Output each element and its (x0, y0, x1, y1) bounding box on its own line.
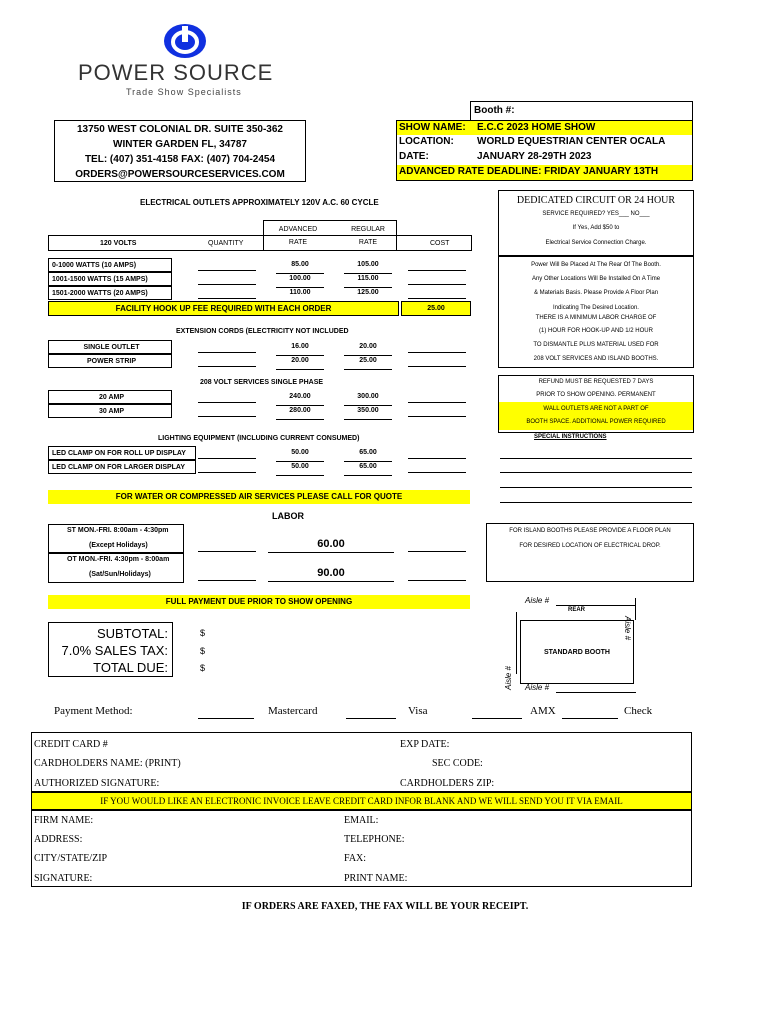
extension-title: EXTENSION CORDS (ELECTRICITY NOT INCLUDED (176, 328, 349, 335)
sec-code-field[interactable]: SEC CODE: (432, 758, 483, 769)
power-line-4: Indicating The Desired Location. (553, 305, 639, 311)
address-line-4: ORDERS@POWERSOURCESERVICES.COM (75, 169, 285, 180)
electrical-title: ELECTRICAL OUTLETS APPROXIMATELY 120V A.C. 60 CYCLE (140, 198, 379, 207)
cost-input-15a[interactable] (408, 284, 466, 285)
wall-line-1: WALL OUTLETS ARE NOT A PART OF (543, 406, 649, 412)
col-quantity: QUANTITY (208, 240, 244, 247)
deadline: ADVANCED RATE DEADLINE: FRIDAY JANUARY 13TH (399, 166, 659, 177)
labor-ot-label: OT MON.-FRI. 4:30pm - 8:00am (Sat/Sun/Holidays) (48, 553, 184, 583)
authorized-signature-field[interactable]: AUTHORIZED SIGNATURE: (34, 778, 160, 789)
labor-ot-cost-input[interactable] (408, 580, 466, 581)
labor-st-qty-input[interactable] (198, 551, 256, 552)
firm-name-field[interactable]: FIRM NAME: (34, 815, 94, 826)
aisle-left-label: Aisle # (504, 665, 513, 690)
adv-rate-20a: 110.00 (276, 289, 324, 296)
labor-ot-rate-line (268, 581, 394, 582)
cost-input-30-amp[interactable] (408, 416, 466, 417)
qty-input-10a[interactable] (198, 270, 256, 271)
date-label: DATE: (399, 151, 429, 162)
check-checkbox[interactable] (562, 718, 618, 719)
dedicated-line-1: SERVICE REQUIRED? YES___ NO___ (542, 211, 650, 217)
v208-title: 208 VOLT SERVICES SINGLE PHASE (200, 379, 324, 386)
subtotal-value[interactable]: $ (200, 628, 206, 638)
adv-rate-15a: 100.00 (276, 275, 324, 282)
qty-input-single-outlet[interactable] (198, 352, 256, 353)
print-name-field[interactable]: PRINT NAME: (344, 873, 408, 884)
cost-input-20-amp[interactable] (408, 402, 466, 403)
row-20-amp: 20 AMP (48, 390, 172, 404)
check-label: Check (624, 705, 653, 717)
adv-rate-single-outlet: 16.00 (276, 343, 324, 350)
logo-tagline: Trade Show Specialists (126, 87, 242, 97)
row-15-amps: 1001-1500 WATTS (15 AMPS) (48, 272, 172, 286)
reg-rate-15a: 115.00 (344, 275, 392, 282)
power-line-1: Power Will Be Placed At The Rear Of The Booth. (531, 262, 661, 268)
total-due-label: TOTAL DUE: (93, 660, 168, 675)
show-name: E.C.C 2023 HOME SHOW (477, 122, 596, 133)
mastercard-label: Mastercard (268, 705, 318, 717)
exp-date-field[interactable]: EXP DATE: (400, 739, 450, 750)
city-state-zip-field[interactable]: CITY/STATE/ZIP (34, 853, 108, 864)
qty-input-power-strip[interactable] (198, 366, 256, 367)
wall-line-2: BOOTH SPACE. ADDITIONAL POWER REQUIRED (526, 419, 666, 425)
telephone-field[interactable]: TELEPHONE: (344, 834, 405, 845)
qty-input-20-amp[interactable] (198, 402, 256, 403)
col-cost: COST (430, 240, 450, 247)
island-line-2: FOR DESIRED LOCATION OF ELECTRICAL DROP. (519, 543, 661, 549)
row-30-amp: 30 AMP (48, 404, 172, 418)
logo-brand: POWER SOURCE (78, 60, 274, 85)
address-line-3: TEL: (407) 351-4158 FAX: (407) 704-2454 (84, 154, 276, 165)
show-name-label: SHOW NAME: (399, 122, 466, 133)
logo (70, 20, 310, 100)
subtotal-label: SUBTOTAL: (96, 626, 168, 641)
hookup-fee-banner: FACILITY HOOK UP FEE REQUIRED WITH EACH ORDER (48, 301, 399, 316)
refund-line-2: PRIOR TO SHOW OPENING. PERMANENT (536, 392, 656, 398)
address-line-1: 13750 WEST COLONIAL DR. SUITE 350-362 (77, 124, 283, 135)
amx-label: AMX (530, 705, 556, 717)
dedicated-line-3: Electrical Service Connection Charge. (545, 240, 647, 246)
address-box (54, 120, 306, 182)
mastercard-checkbox[interactable] (198, 718, 254, 719)
reg-rate-power-strip: 25.00 (344, 357, 392, 364)
cost-input-10a[interactable] (408, 270, 466, 271)
dedicated-circuit-title: DEDICATED CIRCUIT OR 24 HOUR (516, 195, 676, 206)
reg-rate-led-roll-up: 65.00 (344, 449, 392, 456)
special-line-3[interactable] (500, 487, 692, 488)
adv-rate-20-amp: 240.00 (276, 393, 324, 400)
reg-rate-led-larger: 65.00 (344, 463, 392, 470)
power-placement-box (498, 256, 694, 368)
special-line-1[interactable] (500, 458, 692, 459)
row-single-outlet: SINGLE OUTLET (48, 340, 172, 354)
booth-number-label: Booth #: (474, 105, 515, 116)
cost-input-led-larger[interactable] (408, 472, 466, 473)
col-advanced: ADVANCED RATE (278, 226, 318, 246)
visa-checkbox[interactable] (346, 718, 396, 719)
aisle-right-label: Aisle # (623, 616, 632, 641)
date-value: JANUARY 28-29TH 2023 (477, 151, 592, 162)
col-volts: 120 VOLTS (100, 240, 137, 247)
labor-st-label: ST MON.-FRI. 8:00am - 4:30pm (Except Holidays) (48, 524, 184, 553)
special-line-2[interactable] (500, 472, 692, 473)
refund-line-1: REFUND MUST BE REQUESTED 7 DAYS (538, 379, 654, 385)
sales-tax-label: 7.0% SALES TAX: (61, 643, 168, 658)
aisle-bottom-label: Aisle # (525, 683, 550, 692)
power-line-5: THERE IS A MINIMUM LABOR CHARGE OF (535, 315, 657, 321)
cardholder-zip-field[interactable]: CARDHOLDERS ZIP: (400, 778, 495, 789)
totals-box (48, 622, 173, 677)
labor-ot-rate: 90.00 (317, 567, 345, 579)
qty-input-20a[interactable] (198, 298, 256, 299)
power-line-8: 208 VOLT SERVICES AND ISLAND BOOTHS. (533, 356, 659, 362)
adv-rate-10a: 85.00 (276, 261, 324, 268)
dedicated-line-2: If Yes, Add $50 to (572, 225, 620, 231)
power-line-6: (1) HOUR FOR HOOK-UP AND 1/2 HOUR (539, 328, 653, 334)
address-field[interactable]: ADDRESS: (34, 834, 83, 845)
cost-input-led-roll-up[interactable] (408, 458, 466, 459)
payment-due-banner: FULL PAYMENT DUE PRIOR TO SHOW OPENING (48, 595, 470, 609)
visa-label: Visa (408, 705, 428, 717)
cost-input-power-strip[interactable] (408, 366, 466, 367)
address-line-2: WINTER GARDEN FL, 34787 (113, 139, 247, 150)
total-value[interactable]: $ (200, 663, 206, 673)
labor-ot-qty-input[interactable] (198, 580, 256, 581)
labor-title: LABOR (272, 511, 304, 521)
cardholder-name-field[interactable]: CARDHOLDERS NAME: (PRINT) (34, 758, 181, 769)
row-power-strip: POWER STRIP (48, 354, 172, 368)
row-10-amps: 0-1000 WATTS (10 AMPS) (48, 258, 172, 272)
booth-number-box[interactable] (470, 101, 693, 121)
reg-rate-20-amp: 300.00 (344, 393, 392, 400)
qty-input-led-roll-up[interactable] (198, 458, 256, 459)
show-info-box (396, 120, 693, 181)
adv-rate-led-roll-up: 50.00 (276, 449, 324, 456)
water-air-banner: FOR WATER OR COMPRESSED AIR SERVICES PLEASE CALL FOR QUOTE (48, 490, 470, 504)
special-instructions-title: SPECIAL INSTRUCTIONS (534, 434, 607, 440)
adv-rate-power-strip: 20.00 (276, 357, 324, 364)
standard-booth: STANDARD BOOTH (520, 620, 634, 684)
fax-field[interactable]: FAX: (344, 853, 367, 864)
cost-input-20a[interactable] (408, 298, 466, 299)
col-regular: REGULAR RATE (351, 226, 385, 246)
email-field[interactable]: EMAIL: (344, 815, 379, 826)
labor-st-cost-input[interactable] (408, 551, 466, 552)
fax-receipt-footer: IF ORDERS ARE FAXED, THE FAX WILL BE YOUR RECEIPT. (241, 901, 529, 912)
reg-rate-10a: 105.00 (344, 261, 392, 268)
reg-rate-single-outlet: 20.00 (344, 343, 392, 350)
qty-input-30-amp[interactable] (198, 416, 256, 417)
tax-value[interactable]: $ (200, 646, 206, 656)
rear-label: REAR (568, 607, 586, 613)
aisle-top-label: Aisle # (525, 596, 550, 605)
signature-field[interactable]: SIGNATURE: (34, 873, 93, 884)
island-line-1: FOR ISLAND BOOTHS PLEASE PROVIDE A FLOOR PLAN (509, 528, 671, 534)
cost-input-single-outlet[interactable] (408, 352, 466, 353)
payment-method-label: Payment Method: (54, 705, 133, 717)
location-value: WORLD EQUESTRIAN CENTER OCALA (477, 136, 666, 147)
power-line-2: Any Other Locations Will Be Installed On A Time (531, 276, 661, 282)
lighting-title: LIGHTING EQUIPMENT (INCLUDING CURRENT CONSUMED) (158, 435, 360, 442)
hookup-fee-amount: 25.00 (401, 301, 471, 316)
power-line-7: TO DISMANTLE PLUS MATERIAL USED FOR (533, 342, 659, 348)
electronic-invoice-note: IF YOU WOULD LIKE AN ELECTRONIC INVOICE LEAVE CREDIT CARD INFOR BLANK AND WE WILL SEND YOU IT VIA EMAIL (31, 792, 692, 810)
special-line-4[interactable] (500, 502, 692, 503)
booth-diagram (500, 594, 660, 700)
amx-checkbox[interactable] (472, 718, 522, 719)
power-icon (162, 22, 208, 60)
reg-rate-20a: 125.00 (344, 289, 392, 296)
adv-rate-30-amp: 280.00 (276, 407, 324, 414)
power-line-3: & Materials Basis. Please Provide A Floor Plan (533, 290, 659, 296)
labor-st-rate: 60.00 (317, 538, 345, 550)
credit-card-number-field[interactable]: CREDIT CARD # (34, 739, 108, 750)
row-20-amps: 1501-2000 WATTS (20 AMPS) (48, 286, 172, 300)
reg-rate-30-amp: 350.00 (344, 407, 392, 414)
qty-input-15a[interactable] (198, 284, 256, 285)
adv-rate-led-larger: 50.00 (276, 463, 324, 470)
labor-st-rate-line (268, 552, 394, 553)
row-led-roll-up: LED CLAMP ON FOR ROLL UP DISPLAY (48, 446, 196, 460)
row-led-larger: LED CLAMP ON FOR LARGER DISPLAY (48, 460, 196, 474)
qty-input-led-larger[interactable] (198, 472, 256, 473)
location-label: LOCATION: (399, 136, 454, 147)
